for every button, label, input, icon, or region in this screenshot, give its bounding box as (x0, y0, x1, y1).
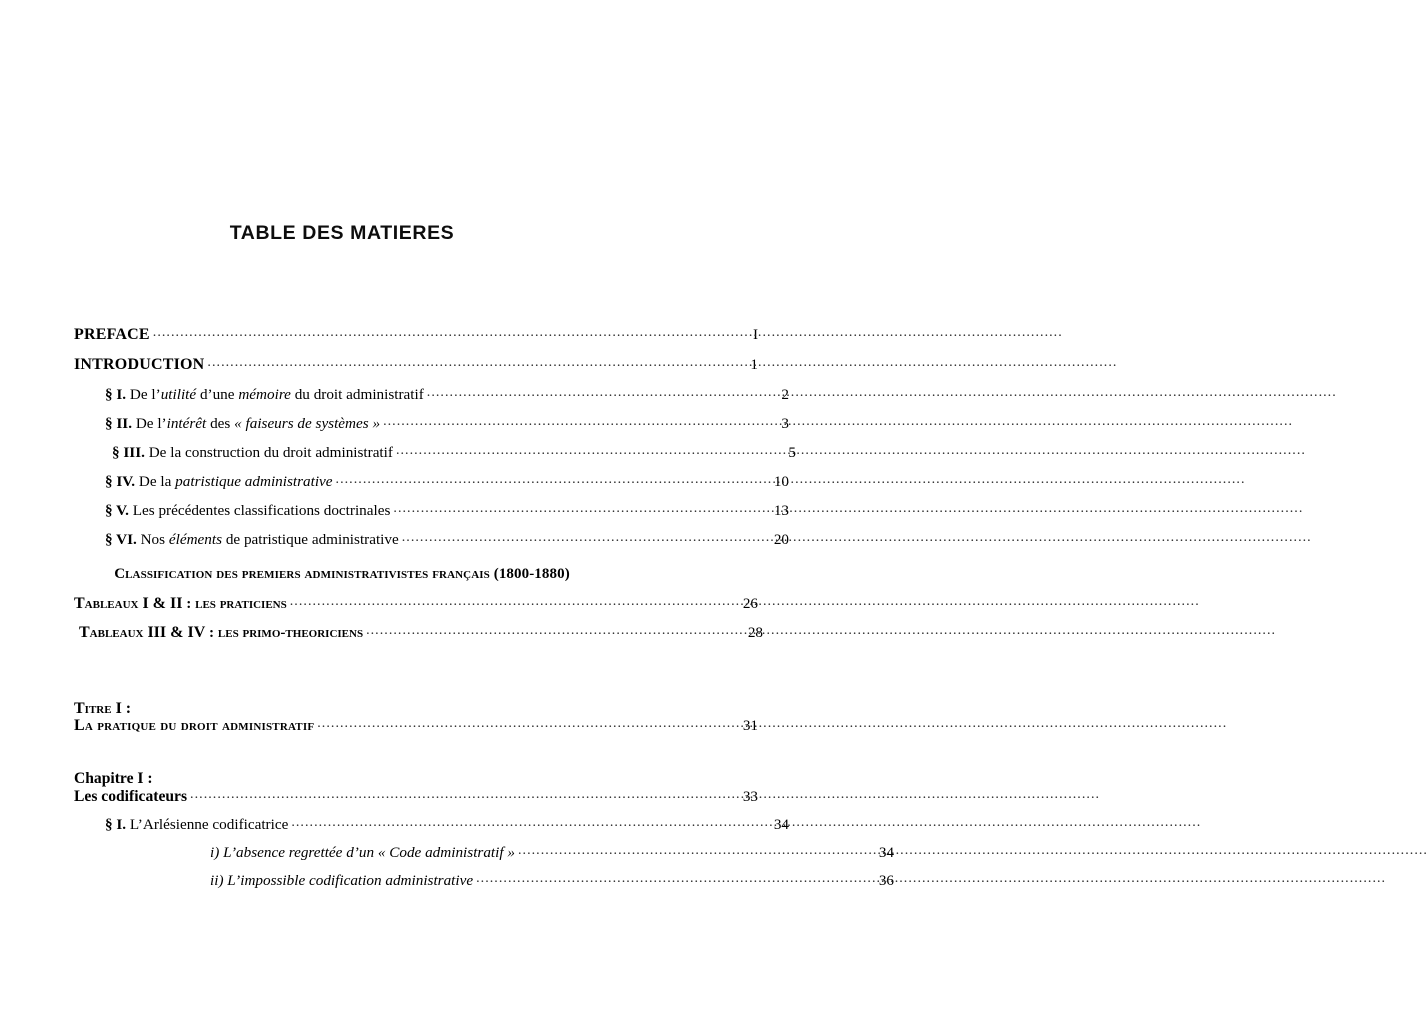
dot-leader (336, 473, 773, 487)
toc-entry-chapitre-1[interactable] (0, 789, 834, 805)
section-text-emphasis: intérêt (166, 415, 207, 432)
toc-page-number: 31 (742, 717, 758, 734)
section-text-part: De l’ (135, 415, 167, 432)
dot-leader (317, 717, 742, 731)
toc-page-number: 2 (781, 386, 789, 403)
toc-entry-label: PREFACE (74, 326, 150, 343)
subsection-label: i) L’absence regrettée d’un « Code administratif » (210, 844, 515, 861)
section-text-part: de patristique administrative (222, 531, 399, 548)
toc-entry-tableaux-1[interactable] (0, 596, 834, 612)
toc-entry-intro-section-1[interactable] (0, 387, 865, 403)
toc-entry-subsection-2[interactable] (0, 873, 970, 889)
titre-1-heading: Titre I : (74, 700, 132, 717)
toc-page-number: 28 (747, 624, 763, 641)
toc-entry-chapitre-1-section-1[interactable] (0, 817, 865, 833)
toc-page-number: 13 (773, 502, 789, 519)
section-marker: § V. (105, 502, 129, 519)
toc-page-number: 5 (788, 444, 796, 461)
toc-page-number: 36 (878, 872, 894, 889)
section-text-part: Les précédentes classifications doctrinales (132, 502, 391, 519)
section-text-part: L’Arlésienne codificatrice (129, 816, 289, 833)
toc-page-number: 26 (742, 595, 758, 612)
toc-entry-intro-section-6[interactable] (0, 532, 865, 548)
section-marker: § III. (112, 444, 145, 461)
section-text-part: d’une (196, 386, 239, 403)
dot-leader (383, 415, 780, 429)
toc-page-number: 10 (773, 473, 789, 490)
dot-leader (396, 444, 787, 458)
tableaux-label-strong: Tableaux I & II (74, 595, 183, 612)
tableaux-label-rest: : les primo-theoriciens (205, 624, 364, 641)
section-text-part: des (206, 415, 235, 432)
toc-entry-preface[interactable] (0, 327, 834, 343)
toc-entry-tableaux-2[interactable] (0, 625, 839, 641)
toc-page-number: 34 (773, 816, 789, 833)
classification-heading-years: (1800-1880) (493, 566, 570, 582)
dot-leader (402, 531, 773, 545)
subsection-label: ii) L’impossible codification administrative (210, 872, 474, 889)
toc-entry-intro-section-3[interactable] (0, 445, 872, 461)
section-text-part: Nos (140, 531, 169, 548)
section-text-part: De l’ (129, 386, 161, 403)
toc-page-number: 34 (878, 844, 894, 861)
dot-leader (366, 624, 747, 638)
dot-leader (207, 356, 749, 370)
section-marker: § II. (105, 415, 133, 432)
section-text-emphasis: « faiseurs de systèmes » (234, 415, 381, 432)
chapitre-1-label: Les codificateurs (74, 788, 188, 805)
chapitre-1-heading: Chapitre I : (74, 770, 153, 787)
dot-leader (190, 788, 742, 802)
toc-page-number: 33 (742, 788, 758, 805)
section-text-part: du droit administratif (290, 386, 424, 403)
classification-heading-text: Classification des premiers administrativistes français (114, 566, 494, 582)
section-text-emphasis: éléments (168, 531, 223, 548)
toc-page-number: 3 (781, 415, 789, 432)
dot-leader (291, 816, 772, 830)
toc-entry-label: INTRODUCTION (74, 356, 205, 373)
section-text-part: De la construction du droit administratif (148, 444, 393, 461)
classification-heading (0, 566, 684, 583)
toc-entry-introduction[interactable] (0, 357, 834, 373)
section-marker: § I. (105, 816, 127, 833)
section-marker: § IV. (105, 473, 136, 490)
dot-leader (153, 326, 752, 340)
page-title: TABLE DES MATIERES (229, 222, 455, 244)
dot-leader (393, 502, 772, 516)
toc-page-number: I (752, 326, 758, 343)
toc-page-number: 1 (750, 356, 758, 373)
tableaux-label-rest: : les praticiens (182, 595, 287, 612)
tableaux-label-strong: Tableaux III & IV (79, 624, 206, 641)
section-text-emphasis: mémoire (238, 386, 291, 403)
toc-page-number: 20 (773, 531, 789, 548)
toc-entry-subsection-1[interactable] (0, 845, 970, 861)
toc-entry-intro-section-4[interactable] (0, 474, 865, 490)
dot-leader (427, 386, 781, 400)
section-marker: § I. (105, 386, 127, 403)
dot-leader (518, 844, 878, 858)
section-text-emphasis: patristique administrative (175, 473, 333, 490)
toc-entry-titre-1[interactable] (0, 718, 834, 734)
toc-entry-intro-section-2[interactable] (0, 416, 865, 432)
dot-leader (290, 595, 742, 609)
titre-1-label: La pratique du droit administratif (74, 717, 315, 734)
section-text-part: De la (138, 473, 176, 490)
section-text-emphasis: utilité (160, 386, 197, 403)
toc-entry-intro-section-5[interactable] (0, 503, 865, 519)
dot-leader (476, 872, 878, 886)
section-marker: § VI. (105, 531, 137, 548)
